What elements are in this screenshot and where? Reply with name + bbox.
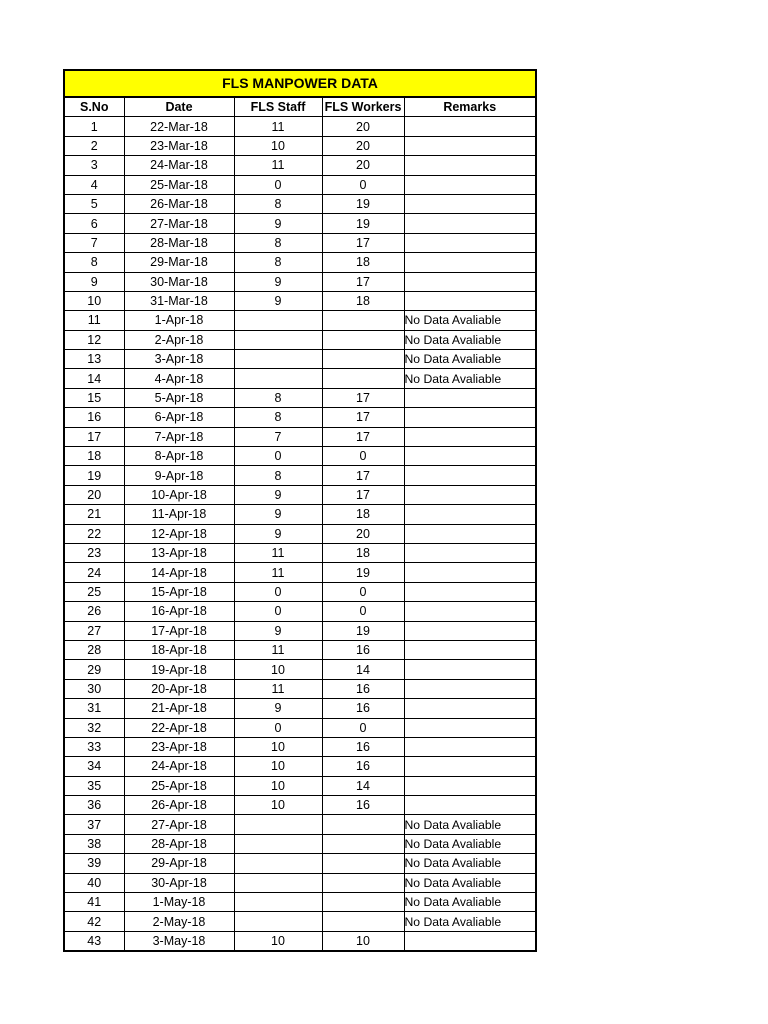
cell-date: 3-May-18 bbox=[124, 931, 234, 951]
cell-fls-staff: 8 bbox=[234, 233, 322, 252]
table-row bbox=[64, 156, 536, 175]
cell-fls-workers: 20 bbox=[322, 136, 404, 155]
cell-remarks bbox=[404, 466, 536, 485]
cell-date: 23-Mar-18 bbox=[124, 136, 234, 155]
cell-fls-workers: 17 bbox=[322, 233, 404, 252]
table-row bbox=[64, 427, 536, 446]
cell-sno: 40 bbox=[64, 873, 124, 892]
cell-fls-workers: 20 bbox=[322, 156, 404, 175]
cell-fls-staff: 11 bbox=[234, 117, 322, 136]
cell-fls-workers bbox=[322, 834, 404, 853]
cell-date: 28-Mar-18 bbox=[124, 233, 234, 252]
cell-fls-staff: 8 bbox=[234, 388, 322, 407]
cell-fls-workers: 20 bbox=[322, 117, 404, 136]
cell-remarks bbox=[404, 156, 536, 175]
cell-sno: 29 bbox=[64, 660, 124, 679]
cell-fls-workers bbox=[322, 311, 404, 330]
cell-fls-staff: 0 bbox=[234, 175, 322, 194]
cell-fls-staff: 10 bbox=[234, 931, 322, 951]
cell-fls-staff bbox=[234, 330, 322, 349]
cell-fls-workers: 0 bbox=[322, 175, 404, 194]
table-row bbox=[64, 854, 536, 873]
table-row bbox=[64, 718, 536, 737]
cell-fls-workers: 17 bbox=[322, 408, 404, 427]
cell-fls-staff: 8 bbox=[234, 194, 322, 213]
cell-fls-staff: 11 bbox=[234, 543, 322, 562]
cell-fls-workers: 19 bbox=[322, 214, 404, 233]
cell-date: 6-Apr-18 bbox=[124, 408, 234, 427]
cell-sno: 9 bbox=[64, 272, 124, 291]
cell-sno: 8 bbox=[64, 253, 124, 272]
cell-sno: 25 bbox=[64, 582, 124, 601]
cell-sno: 41 bbox=[64, 893, 124, 912]
table-row bbox=[64, 466, 536, 485]
cell-fls-workers bbox=[322, 912, 404, 931]
table-row bbox=[64, 447, 536, 466]
cell-date: 5-Apr-18 bbox=[124, 388, 234, 407]
cell-fls-staff: 8 bbox=[234, 408, 322, 427]
cell-fls-workers: 17 bbox=[322, 466, 404, 485]
table-row bbox=[64, 136, 536, 155]
column-header-sno: S.No bbox=[64, 97, 124, 117]
table-row bbox=[64, 757, 536, 776]
column-header-fls-workers: FLS Workers bbox=[322, 97, 404, 117]
cell-fls-staff: 9 bbox=[234, 699, 322, 718]
table-row bbox=[64, 543, 536, 562]
cell-fls-staff: 10 bbox=[234, 776, 322, 795]
cell-date: 25-Apr-18 bbox=[124, 776, 234, 795]
cell-fls-staff: 0 bbox=[234, 718, 322, 737]
cell-remarks bbox=[404, 931, 536, 951]
cell-date: 30-Mar-18 bbox=[124, 272, 234, 291]
cell-remarks bbox=[404, 427, 536, 446]
cell-fls-staff: 11 bbox=[234, 640, 322, 659]
cell-fls-workers: 19 bbox=[322, 621, 404, 640]
cell-date: 17-Apr-18 bbox=[124, 621, 234, 640]
table-row bbox=[64, 175, 536, 194]
cell-date: 27-Mar-18 bbox=[124, 214, 234, 233]
cell-fls-staff: 8 bbox=[234, 466, 322, 485]
cell-fls-staff bbox=[234, 834, 322, 853]
cell-remarks: No Data Avaliable bbox=[404, 873, 536, 892]
cell-sno: 13 bbox=[64, 350, 124, 369]
cell-remarks bbox=[404, 543, 536, 562]
cell-remarks bbox=[404, 757, 536, 776]
table-row bbox=[64, 369, 536, 388]
cell-remarks bbox=[404, 602, 536, 621]
table-row bbox=[64, 272, 536, 291]
table-row bbox=[64, 233, 536, 252]
cell-fls-workers: 16 bbox=[322, 796, 404, 815]
table-row bbox=[64, 582, 536, 601]
cell-sno: 1 bbox=[64, 117, 124, 136]
cell-remarks bbox=[404, 505, 536, 524]
cell-sno: 15 bbox=[64, 388, 124, 407]
table-row bbox=[64, 796, 536, 815]
column-header-row bbox=[64, 97, 536, 117]
cell-fls-staff: 8 bbox=[234, 253, 322, 272]
cell-fls-workers: 18 bbox=[322, 505, 404, 524]
cell-date: 9-Apr-18 bbox=[124, 466, 234, 485]
table-row bbox=[64, 253, 536, 272]
cell-remarks bbox=[404, 796, 536, 815]
cell-fls-workers: 16 bbox=[322, 757, 404, 776]
cell-fls-workers bbox=[322, 369, 404, 388]
cell-fls-staff: 9 bbox=[234, 272, 322, 291]
cell-fls-staff bbox=[234, 912, 322, 931]
cell-sno: 21 bbox=[64, 505, 124, 524]
cell-remarks bbox=[404, 737, 536, 756]
cell-sno: 27 bbox=[64, 621, 124, 640]
table-row bbox=[64, 524, 536, 543]
cell-remarks bbox=[404, 582, 536, 601]
table-row bbox=[64, 194, 536, 213]
cell-remarks: No Data Avaliable bbox=[404, 815, 536, 834]
cell-date: 18-Apr-18 bbox=[124, 640, 234, 659]
cell-fls-workers: 18 bbox=[322, 543, 404, 562]
cell-fls-staff: 9 bbox=[234, 505, 322, 524]
cell-fls-workers: 14 bbox=[322, 776, 404, 795]
table-row bbox=[64, 485, 536, 504]
cell-remarks: No Data Avaliable bbox=[404, 369, 536, 388]
cell-date: 3-Apr-18 bbox=[124, 350, 234, 369]
cell-sno: 11 bbox=[64, 311, 124, 330]
cell-date: 29-Mar-18 bbox=[124, 253, 234, 272]
table-row bbox=[64, 563, 536, 582]
cell-date: 22-Mar-18 bbox=[124, 117, 234, 136]
cell-date: 10-Apr-18 bbox=[124, 485, 234, 504]
table-body bbox=[64, 117, 536, 951]
cell-fls-workers: 0 bbox=[322, 602, 404, 621]
table-title: FLS MANPOWER DATA bbox=[64, 70, 536, 97]
cell-fls-workers bbox=[322, 873, 404, 892]
cell-fls-staff: 0 bbox=[234, 447, 322, 466]
cell-remarks bbox=[404, 776, 536, 795]
table-row bbox=[64, 815, 536, 834]
cell-sno: 42 bbox=[64, 912, 124, 931]
cell-date: 16-Apr-18 bbox=[124, 602, 234, 621]
cell-remarks: No Data Avaliable bbox=[404, 912, 536, 931]
cell-fls-staff: 9 bbox=[234, 621, 322, 640]
cell-remarks: No Data Avaliable bbox=[404, 893, 536, 912]
cell-date: 26-Mar-18 bbox=[124, 194, 234, 213]
cell-date: 8-Apr-18 bbox=[124, 447, 234, 466]
table-row bbox=[64, 621, 536, 640]
cell-date: 22-Apr-18 bbox=[124, 718, 234, 737]
cell-date: 21-Apr-18 bbox=[124, 699, 234, 718]
cell-date: 29-Apr-18 bbox=[124, 854, 234, 873]
cell-remarks bbox=[404, 718, 536, 737]
cell-sno: 37 bbox=[64, 815, 124, 834]
table-row bbox=[64, 408, 536, 427]
cell-date: 11-Apr-18 bbox=[124, 505, 234, 524]
table-row bbox=[64, 699, 536, 718]
cell-fls-staff: 9 bbox=[234, 291, 322, 310]
cell-fls-staff: 0 bbox=[234, 582, 322, 601]
cell-remarks bbox=[404, 194, 536, 213]
cell-fls-workers: 19 bbox=[322, 563, 404, 582]
cell-remarks bbox=[404, 660, 536, 679]
cell-date: 4-Apr-18 bbox=[124, 369, 234, 388]
cell-fls-staff: 9 bbox=[234, 214, 322, 233]
cell-sno: 38 bbox=[64, 834, 124, 853]
cell-fls-workers: 0 bbox=[322, 582, 404, 601]
table-row bbox=[64, 602, 536, 621]
cell-fls-workers: 10 bbox=[322, 931, 404, 951]
table-row bbox=[64, 679, 536, 698]
cell-sno: 24 bbox=[64, 563, 124, 582]
cell-fls-staff: 9 bbox=[234, 524, 322, 543]
cell-fls-workers: 20 bbox=[322, 524, 404, 543]
cell-remarks: No Data Avaliable bbox=[404, 311, 536, 330]
cell-fls-workers: 19 bbox=[322, 194, 404, 213]
cell-sno: 3 bbox=[64, 156, 124, 175]
cell-fls-workers: 0 bbox=[322, 447, 404, 466]
table-row bbox=[64, 505, 536, 524]
cell-sno: 30 bbox=[64, 679, 124, 698]
cell-fls-staff: 11 bbox=[234, 679, 322, 698]
cell-date: 27-Apr-18 bbox=[124, 815, 234, 834]
cell-fls-staff: 10 bbox=[234, 757, 322, 776]
cell-date: 15-Apr-18 bbox=[124, 582, 234, 601]
cell-sno: 31 bbox=[64, 699, 124, 718]
cell-sno: 23 bbox=[64, 543, 124, 562]
cell-date: 2-Apr-18 bbox=[124, 330, 234, 349]
cell-remarks bbox=[404, 524, 536, 543]
table-row bbox=[64, 640, 536, 659]
cell-fls-staff: 10 bbox=[234, 796, 322, 815]
cell-sno: 14 bbox=[64, 369, 124, 388]
cell-fls-staff: 10 bbox=[234, 136, 322, 155]
cell-sno: 36 bbox=[64, 796, 124, 815]
cell-date: 24-Mar-18 bbox=[124, 156, 234, 175]
cell-remarks bbox=[404, 291, 536, 310]
cell-fls-workers bbox=[322, 893, 404, 912]
cell-sno: 7 bbox=[64, 233, 124, 252]
cell-remarks bbox=[404, 485, 536, 504]
cell-fls-workers bbox=[322, 350, 404, 369]
cell-date: 20-Apr-18 bbox=[124, 679, 234, 698]
cell-remarks bbox=[404, 388, 536, 407]
cell-sno: 12 bbox=[64, 330, 124, 349]
cell-date: 14-Apr-18 bbox=[124, 563, 234, 582]
cell-remarks bbox=[404, 447, 536, 466]
cell-fls-staff bbox=[234, 873, 322, 892]
cell-fls-workers bbox=[322, 330, 404, 349]
cell-sno: 33 bbox=[64, 737, 124, 756]
table-row bbox=[64, 311, 536, 330]
table-row bbox=[64, 388, 536, 407]
cell-fls-workers: 17 bbox=[322, 427, 404, 446]
cell-fls-staff bbox=[234, 854, 322, 873]
cell-date: 13-Apr-18 bbox=[124, 543, 234, 562]
cell-fls-staff bbox=[234, 369, 322, 388]
cell-date: 25-Mar-18 bbox=[124, 175, 234, 194]
cell-remarks bbox=[404, 233, 536, 252]
manpower-table bbox=[63, 69, 537, 952]
cell-date: 31-Mar-18 bbox=[124, 291, 234, 310]
cell-fls-staff: 0 bbox=[234, 602, 322, 621]
cell-fls-workers: 18 bbox=[322, 253, 404, 272]
cell-fls-workers: 16 bbox=[322, 640, 404, 659]
table-row bbox=[64, 350, 536, 369]
cell-fls-staff bbox=[234, 893, 322, 912]
table-row bbox=[64, 912, 536, 931]
cell-sno: 5 bbox=[64, 194, 124, 213]
cell-sno: 26 bbox=[64, 602, 124, 621]
cell-fls-workers bbox=[322, 854, 404, 873]
cell-date: 24-Apr-18 bbox=[124, 757, 234, 776]
cell-fls-workers: 16 bbox=[322, 699, 404, 718]
cell-fls-staff: 11 bbox=[234, 563, 322, 582]
cell-sno: 35 bbox=[64, 776, 124, 795]
cell-remarks bbox=[404, 408, 536, 427]
cell-remarks bbox=[404, 175, 536, 194]
cell-fls-staff: 10 bbox=[234, 660, 322, 679]
cell-remarks: No Data Avaliable bbox=[404, 330, 536, 349]
column-header-date: Date bbox=[124, 97, 234, 117]
cell-remarks bbox=[404, 563, 536, 582]
cell-sno: 10 bbox=[64, 291, 124, 310]
table-row bbox=[64, 776, 536, 795]
cell-fls-workers: 17 bbox=[322, 272, 404, 291]
table-row bbox=[64, 737, 536, 756]
cell-fls-workers: 14 bbox=[322, 660, 404, 679]
cell-date: 1-May-18 bbox=[124, 893, 234, 912]
cell-fls-staff: 7 bbox=[234, 427, 322, 446]
cell-remarks bbox=[404, 621, 536, 640]
table-title-row bbox=[64, 70, 536, 97]
table-row bbox=[64, 893, 536, 912]
cell-fls-workers: 16 bbox=[322, 737, 404, 756]
table-row bbox=[64, 330, 536, 349]
cell-fls-workers: 17 bbox=[322, 388, 404, 407]
cell-fls-staff: 10 bbox=[234, 737, 322, 756]
cell-sno: 4 bbox=[64, 175, 124, 194]
cell-sno: 28 bbox=[64, 640, 124, 659]
cell-sno: 2 bbox=[64, 136, 124, 155]
cell-date: 30-Apr-18 bbox=[124, 873, 234, 892]
cell-remarks bbox=[404, 679, 536, 698]
table-row bbox=[64, 931, 536, 951]
table-row bbox=[64, 291, 536, 310]
table-row bbox=[64, 873, 536, 892]
cell-date: 19-Apr-18 bbox=[124, 660, 234, 679]
cell-date: 23-Apr-18 bbox=[124, 737, 234, 756]
cell-fls-staff bbox=[234, 311, 322, 330]
cell-date: 7-Apr-18 bbox=[124, 427, 234, 446]
cell-fls-workers: 17 bbox=[322, 485, 404, 504]
cell-sno: 17 bbox=[64, 427, 124, 446]
cell-remarks: No Data Avaliable bbox=[404, 854, 536, 873]
cell-fls-staff bbox=[234, 350, 322, 369]
cell-remarks bbox=[404, 214, 536, 233]
table-row bbox=[64, 117, 536, 136]
cell-date: 1-Apr-18 bbox=[124, 311, 234, 330]
table-row bbox=[64, 834, 536, 853]
cell-fls-workers: 16 bbox=[322, 679, 404, 698]
cell-remarks bbox=[404, 117, 536, 136]
cell-fls-workers bbox=[322, 815, 404, 834]
cell-fls-staff: 9 bbox=[234, 485, 322, 504]
cell-remarks bbox=[404, 136, 536, 155]
cell-sno: 39 bbox=[64, 854, 124, 873]
cell-sno: 43 bbox=[64, 931, 124, 951]
cell-remarks bbox=[404, 272, 536, 291]
table-row bbox=[64, 214, 536, 233]
cell-date: 12-Apr-18 bbox=[124, 524, 234, 543]
cell-fls-staff bbox=[234, 815, 322, 834]
cell-date: 2-May-18 bbox=[124, 912, 234, 931]
manpower-sheet bbox=[63, 69, 535, 952]
cell-fls-workers: 18 bbox=[322, 291, 404, 310]
cell-date: 28-Apr-18 bbox=[124, 834, 234, 853]
cell-sno: 32 bbox=[64, 718, 124, 737]
cell-sno: 16 bbox=[64, 408, 124, 427]
cell-sno: 22 bbox=[64, 524, 124, 543]
cell-sno: 34 bbox=[64, 757, 124, 776]
table-row bbox=[64, 660, 536, 679]
cell-sno: 19 bbox=[64, 466, 124, 485]
cell-fls-workers: 0 bbox=[322, 718, 404, 737]
column-header-remarks: Remarks bbox=[404, 97, 536, 117]
cell-sno: 18 bbox=[64, 447, 124, 466]
cell-fls-staff: 11 bbox=[234, 156, 322, 175]
cell-remarks bbox=[404, 699, 536, 718]
cell-sno: 6 bbox=[64, 214, 124, 233]
cell-date: 26-Apr-18 bbox=[124, 796, 234, 815]
column-header-fls-staff: FLS Staff bbox=[234, 97, 322, 117]
cell-sno: 20 bbox=[64, 485, 124, 504]
cell-remarks bbox=[404, 253, 536, 272]
cell-remarks: No Data Avaliable bbox=[404, 350, 536, 369]
cell-remarks bbox=[404, 640, 536, 659]
cell-remarks: No Data Avaliable bbox=[404, 834, 536, 853]
